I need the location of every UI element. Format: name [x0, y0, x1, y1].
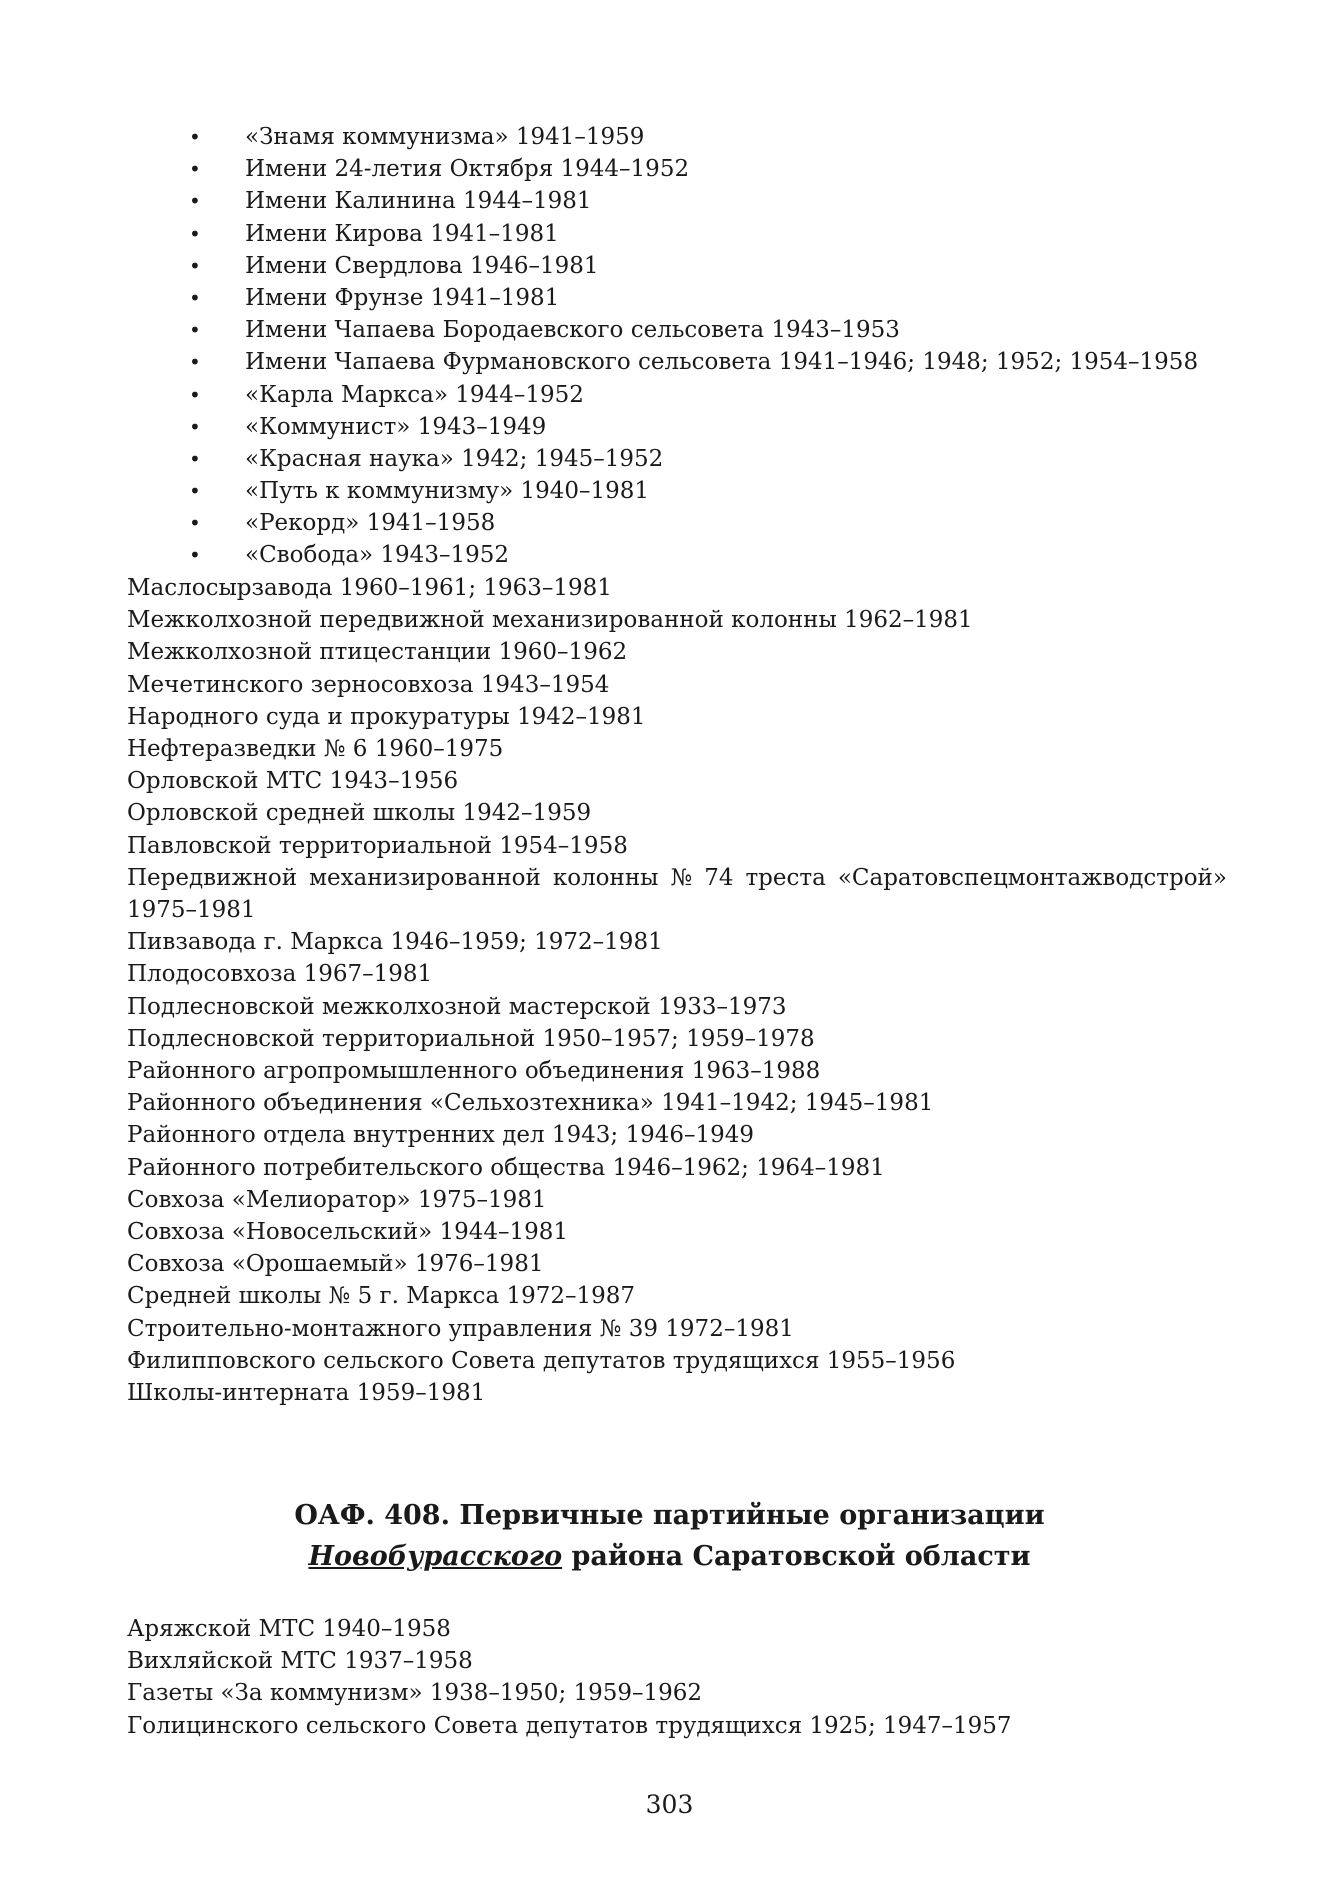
list-item-wrapped: [127, 862, 1227, 926]
list-item: Районного отдела внутренних дел 1943; 1946–1949: [127, 1122, 755, 1149]
list-item: Мечетинского зерносовхоза 1943–1954: [127, 671, 610, 698]
bullet-icon: •: [189, 543, 201, 568]
list-item: Аряжской МТС 1940–1958: [127, 1616, 451, 1642]
bullet-icon: •: [189, 350, 201, 375]
list-item: • «Коммунист» 1943–1949: [185, 411, 1198, 443]
list-item: Подлесновской территориальной 1950–1957; 1959–1978: [127, 1025, 815, 1052]
list-item: Средней школы № 5 г. Маркса 1972–1987: [127, 1283, 636, 1310]
list-item: Пивзавода г. Маркса 1946–1959; 1972–1981: [127, 929, 663, 956]
list-item: • «Путь к коммунизму» 1940–1981: [185, 475, 1198, 507]
list-item: Народного суда и прокуратуры 1942–1981: [127, 703, 646, 730]
list-item: Вихляйской МТС 1937–1958: [127, 1648, 473, 1675]
list-item: • «Красная наука» 1942; 1945–1952: [185, 443, 1198, 475]
list-item: Районного потребительского общества 1946–1962; 1964–1981: [127, 1154, 885, 1181]
wrapped-entry-first-line: Передвижной механизированной колонны № 74 треста «Саратовспецмонтажводстрой»: [127, 864, 1227, 891]
bullet-icon: •: [189, 285, 201, 310]
page-number: 303: [645, 1790, 694, 1819]
bullet-icon: •: [189, 221, 201, 246]
list-item: • «Рекорд» 1941–1958: [185, 507, 1198, 539]
list-item: Строительно-монтажного управления № 39 1972–1981: [127, 1315, 794, 1342]
list-item: • Имени Чапаева Фурмановского сельсовета 1941–1946; 1948; 1952; 1954–1958: [185, 346, 1198, 378]
bullet-icon: •: [189, 479, 201, 504]
list-item: Подлесновской межколхозной мастерской 1933–1973: [127, 993, 787, 1020]
list-item: • «Карла Маркса» 1944–1952: [185, 379, 1198, 411]
bullet-icon: •: [189, 382, 201, 407]
list-item: • Имени Кирова 1941–1981: [185, 218, 1198, 250]
section-heading: [0, 1495, 1339, 1577]
list-item: Школы-интерната 1959–1981: [127, 1380, 486, 1407]
list-item: Павловской территориальной 1954–1958: [127, 832, 628, 859]
list-item: • Имени Чапаева Бородаевского сельсовета 1943–1953: [185, 314, 1198, 346]
list-item: Орловской МТС 1943–1956: [127, 768, 459, 795]
bullet-icon: •: [189, 157, 201, 182]
list-item: • Имени 24-летия Октября 1944–1952: [185, 153, 1198, 185]
list-item: Совхоза «Орошаемый» 1976–1981: [127, 1251, 544, 1278]
list-item: Совхоза «Мелиоратор» 1975–1981: [127, 1186, 547, 1213]
list-item: Межколхозной передвижной механизированной колонны 1962–1981: [127, 607, 973, 634]
list-item: Плодосовхоза 1967–1981: [127, 961, 433, 988]
list-item: • Имени Калинина 1944–1981: [185, 185, 1198, 217]
bullet-icon: •: [189, 318, 201, 343]
bullet-icon: •: [189, 446, 201, 471]
bullet-icon: •: [189, 189, 201, 214]
section2-list: [127, 1613, 1012, 1742]
bullet-icon: •: [189, 253, 201, 278]
list-item: Филипповского сельского Совета депутатов трудящихся 1955–1956: [127, 1347, 956, 1374]
list-item: Нефтеразведки № 6 1960–1975: [127, 736, 504, 763]
bullet-icon: •: [189, 414, 201, 439]
list-item: Совхоза «Новосельский» 1944–1981: [127, 1219, 569, 1246]
district-name: Новобурасского: [308, 1541, 563, 1572]
bullet-icon: •: [189, 511, 201, 536]
section-heading-line1: ОАФ. 408. Первичные партийные организации: [294, 1500, 1045, 1531]
list-item: • Имени Свердлова 1946–1981: [185, 250, 1198, 282]
list-item: Районного объединения «Сельхозтехника» 1941–1942; 1945–1981: [127, 1090, 934, 1117]
wrapped-entry-second-line: 1975–1981: [127, 897, 256, 924]
collective-farm-list: [185, 121, 1198, 572]
list-item: Районного агропромышленного объединения 1963–1988: [127, 1058, 821, 1085]
bullet-icon: •: [189, 125, 201, 149]
section-heading-line2: Новобурасского района Саратовской области: [308, 1541, 1031, 1572]
list-item: Голицинского сельского Совета депутатов трудящихся 1925; 1947–1957: [127, 1712, 1012, 1739]
list-item: Межколхозной птицестанции 1960–1962: [127, 639, 628, 666]
list-item: • «Свобода» 1943–1952: [185, 539, 1198, 571]
organization-list: [127, 572, 1227, 1409]
list-item: Орловской средней школы 1942–1959: [127, 800, 592, 827]
list-item: • «Знамя коммунизма» 1941–1959: [185, 121, 1198, 153]
list-item: • Имени Фрунзе 1941–1981: [185, 282, 1198, 314]
list-item: Газеты «За коммунизм» 1938–1950; 1959–1962: [127, 1680, 703, 1707]
list-item: Маслосырзавода 1960–1961; 1963–1981: [127, 575, 612, 601]
